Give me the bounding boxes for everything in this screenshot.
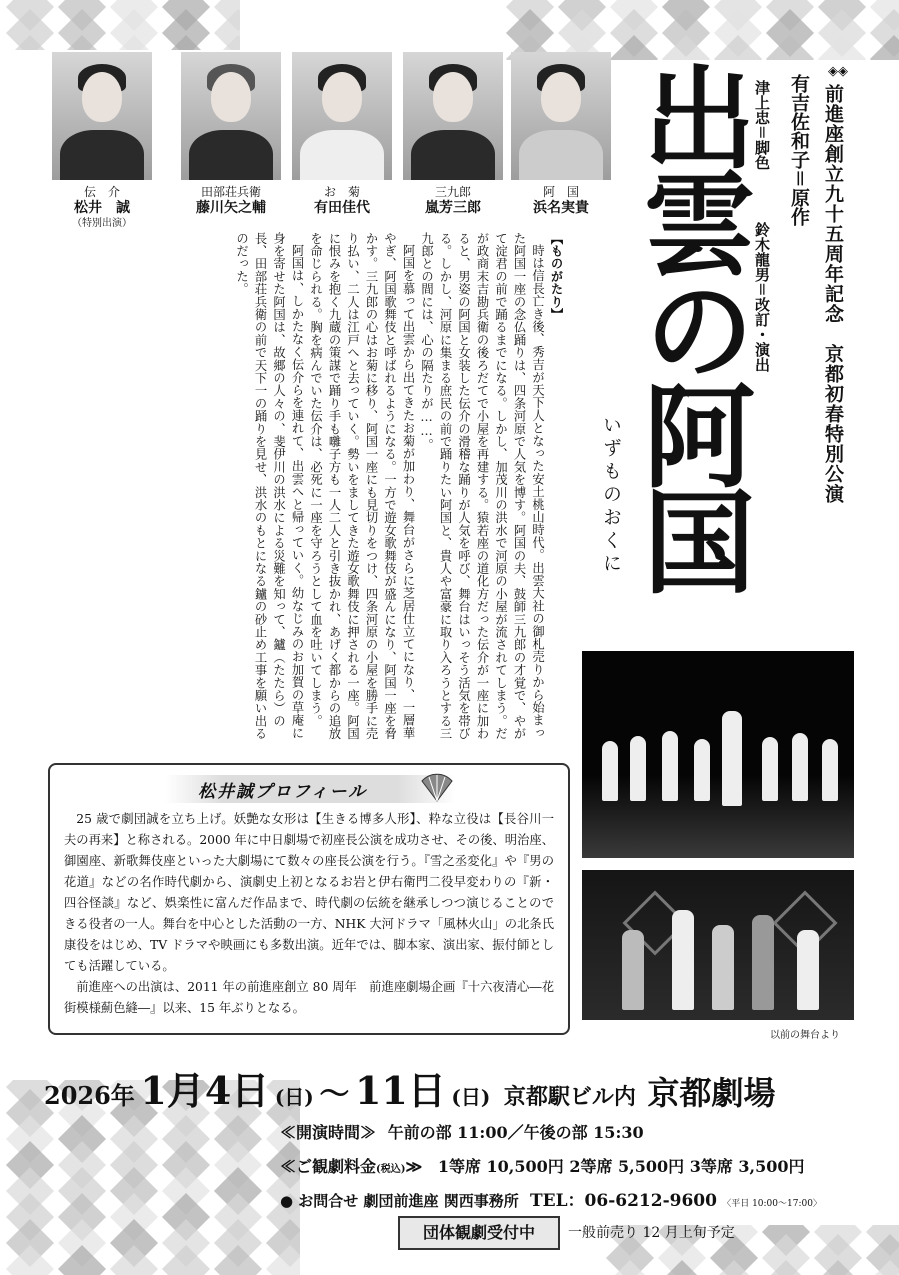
cast-caption: [398, 184, 508, 216]
stage-photo: [582, 870, 854, 1020]
title-reading: いずものおくに: [600, 415, 622, 576]
cast-role: 田部荘兵衛: [200, 185, 261, 199]
diamond-pattern-top-left: [0, 0, 240, 50]
contact-row: [280, 1186, 822, 1211]
price-label: ≪ご観劇料金: [280, 1157, 377, 1176]
profile-body: [64, 809, 554, 1019]
cast-caption: [47, 184, 157, 232]
performance-year: 2026年: [44, 1081, 135, 1110]
cast-name: 嵐芳三郎: [425, 200, 481, 216]
price-value: 1等席 10,500円 2等席 5,500円 3等席 3,500円: [437, 1157, 805, 1176]
series-label: 前進座創立九十五周年記念 京都初春特別公演: [822, 84, 844, 504]
venue-name: 京都劇場: [647, 1074, 776, 1112]
fan-icon: [420, 771, 454, 805]
cast-role: お 菊: [323, 185, 360, 199]
photo-caption: 以前の舞台より: [770, 1030, 840, 1041]
showtime-row: [280, 1120, 644, 1143]
price-tax: (税込): [376, 1164, 406, 1175]
cast-photo: [52, 52, 152, 180]
group-sales-box: [398, 1216, 560, 1250]
crest-icon: ◈◈: [828, 64, 848, 79]
performance-tilde: 〜: [319, 1077, 350, 1112]
price-row: [280, 1154, 805, 1177]
cast-photo: [292, 52, 392, 180]
cast-photo: [403, 52, 503, 180]
general-sales: 一般前売り 12 月上旬予定: [568, 1225, 735, 1241]
cast-name: 松井 誠: [74, 200, 130, 216]
cast-name: 藤川矢之輔: [196, 200, 266, 216]
profile-paragraph: 前進座への出演は、2011 年の前進座創立 80 周年 前進座劇場企画『十六夜清心―花街模様薊色縫―』以来、15 年ぶりとなる。: [64, 980, 554, 1015]
main-title: 出雲の阿国: [625, 60, 756, 590]
cast-caption: [287, 184, 397, 216]
diamond-pattern-top-right: [500, 0, 899, 60]
cast-role: 伝 介: [83, 185, 120, 199]
group-sales: 団体観劇受付中: [422, 1223, 535, 1242]
profile-box: [48, 763, 570, 1035]
story-paragraph: 阿国を慕って出雲から出てきたお菊が加わり、舞台がさらに芝居仕立てになり、一層華やぎ、阿国歌舞伎と呼ばれるようになる。一方で遊女歌舞伎が盛んになり、阿国一座を脅かす。三九郎の心はお菊に移り、阿国一座にも見切りをつけ、四条河原の小屋を勝手に売り払い、二人は江戸へと去っていく。勢いをましてきた遊女歌舞伎に押される一座。阿国に恨みを抱く九蔵の策謀で踊り手も囃子方も一人二人と引き抜かれ、あげく都からの追放を命じられる。胸を病んでいた伝介は、必死に一座を守ろうとして血を吐いてしまう。: [308, 232, 415, 740]
cast-photo: [511, 52, 611, 180]
director-credit: 鈴木龍男＝改訂・演出: [753, 222, 771, 372]
cast-note: （特別出演）: [72, 218, 132, 229]
performance-end-weekday: (日): [451, 1085, 491, 1109]
performance-start: 1月4日: [140, 1068, 270, 1113]
showtime-value: 午前の部 11:00／午後の部 15:30: [387, 1123, 644, 1142]
venue-prefix: 京都駅ビル内: [503, 1084, 636, 1110]
cast-role: 阿 国: [542, 185, 579, 199]
story-section: [232, 232, 565, 748]
cast-role: 三九郎: [434, 185, 471, 199]
story-heading: 【ものがたり】: [549, 232, 564, 321]
performance-start-weekday: (日): [274, 1085, 314, 1109]
stage-photo: [582, 651, 854, 858]
contact-label: ● お問合せ 劇団前進座 関西事務所: [280, 1192, 519, 1210]
showtime-label: ≪開演時間≫: [280, 1123, 377, 1142]
cast-photo: [181, 52, 281, 180]
cast-name: 浜名実貴: [533, 200, 589, 216]
performance-end: 11日: [354, 1068, 446, 1113]
contact-tel: TEL：06-6212-9600: [530, 1191, 717, 1211]
contact-hours: 〈平日 10:00〜17:00〉: [722, 1199, 822, 1209]
cast-caption: [506, 184, 616, 216]
performance-dates: [44, 1060, 864, 1115]
price-label-end: ≫: [405, 1157, 423, 1176]
profile-paragraph: 25 歳で劇団誠を立ち上げ。妖艶な女形は【生きる博多人形】、粋な立役は【長谷川一夫の再来】と称される。2000 年に中日劇場で初座長公演を成功させ、その後、明治座、御園座、新歌舞伎座といった大劇場にて数々の座長公演を行う。『雪之丞変化』や『男の花道』などの名作時代劇から、演劇史上初となるお岩と伊右衛門二役早変わりの『新・四谷怪談』など、娯楽性に富んだ作品まで、時代劇の伝統を継承しつつ演じることのできる役者の一人。舞台を中心とした活動の一方、NHK 大河ドラマ「風林火山」の北条氏康役をはじめ、TV ドラマや映画にも多数出演。近年では、脚本家、演出家、振付師としても活躍している。: [64, 812, 554, 973]
script-credit: 津上忠＝脚色: [753, 80, 771, 170]
story-paragraph: 阿国は、しかたなく伝介らを連れて、出雲へと帰っていく。幼なじみのお加賀の草庵に身を寄せた阿国は、故郷の人々の、斐伊川の洪水による災難を知って、鑪（たたら）の長、田部荘兵衛の前で天下一の踊りを見せ、洪水のもとになる鑪の砂止め工事を願い出るのだった。: [234, 232, 304, 740]
original-author: 有吉佐和子＝原作: [788, 74, 810, 226]
story-paragraph: 時は信長亡き後、秀吉が天下人となった安土桃山時代。出雲大社の御札売りから始まった阿国一座の念仏踊りは、四条河原で人気を博す。阿国の夫、鼓師三九郎の才覚で、やがて淀君の前で踊るまでになる。しかし、加茂川の洪水で河原の小屋が流されてしまう。だが政商末吉勘兵衛の後ろだてで小屋を再建する。猿若座の道化方だった伝介が一座に加わると、男姿の阿国と女装した伝介の滑稽な踊りが人気を呼び、舞台はいっそう活気を帯びる。しかし、河原に集まる庶民の前で踊りたい阿国と、貴人や富豪に取り入ろうとする三九郎との間には、心の隔たりが……。: [419, 232, 545, 740]
cast-name: 有田佳代: [314, 200, 370, 216]
cast-caption: [176, 184, 286, 216]
profile-title: 松井誠プロフィール: [198, 782, 368, 802]
